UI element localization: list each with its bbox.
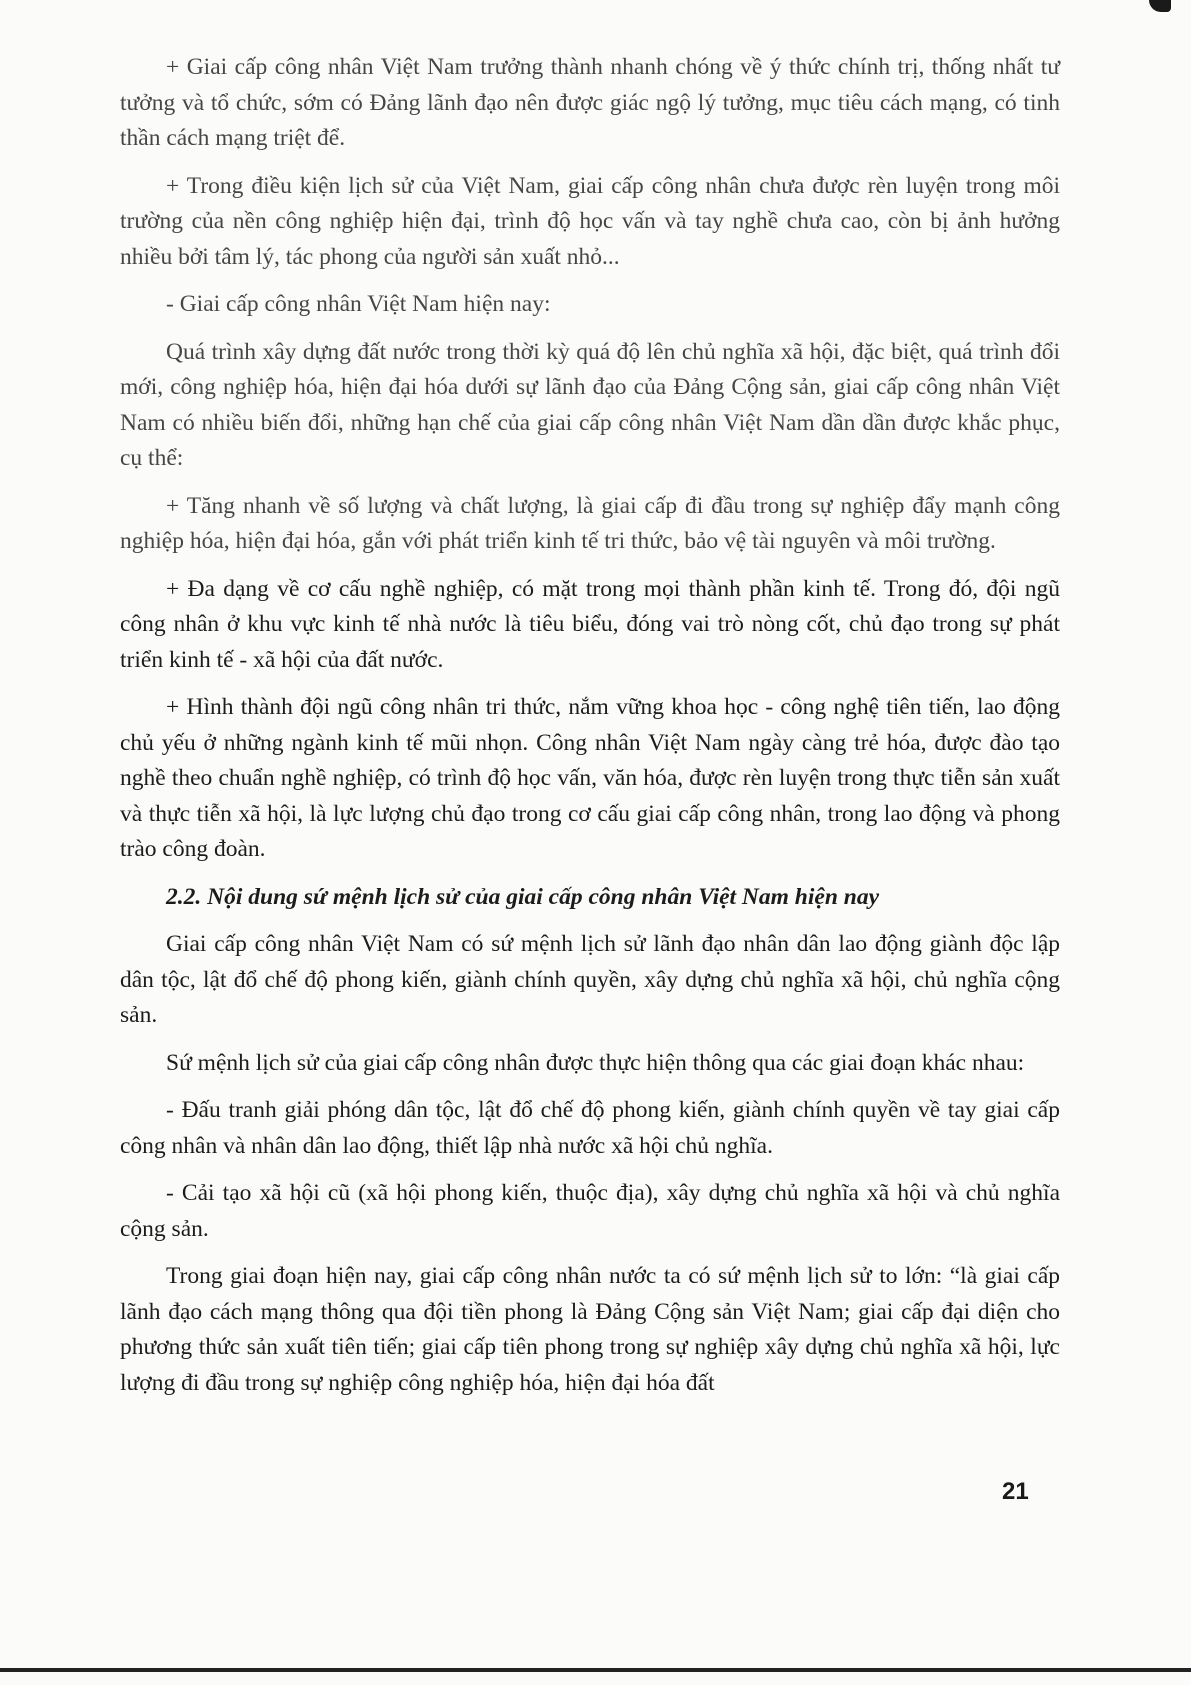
paragraph: Giai cấp công nhân Việt Nam có sứ mệnh lịch sử lãnh đạo nhân dân lao động giành độc lập dân tộc, lật đổ chế độ phong kiến, giành chính quyền, xây dựng chủ nghĩa xã hội, chủ nghĩa cộng sản. <box>120 931 1060 1028</box>
paragraph: + Giai cấp công nhân Việt Nam trưởng thành nhanh chóng về ý thức chính trị, thống nhất tư tưởng và tổ chức, sớm có Đảng lãnh đạo nên được giác ngộ lý tưởng, mục tiêu cách mạng, có tinh thần cách mạng triệt để. <box>120 54 1060 151</box>
section-heading: 2.2. Nội dung sứ mệnh lịch sử của giai cấp công nhân Việt Nam hiện nay <box>166 883 880 910</box>
paragraph: + Trong điều kiện lịch sử của Việt Nam, giai cấp công nhân chưa được rèn luyện trong môi trường của nền công nghiệp hiện đại, trình độ học vấn và tay nghề chưa cao, còn bị ảnh hưởng nhiều bởi tâm lý, tác phong của người sản xuất nhỏ... <box>120 172 1060 270</box>
paragraph: + Tăng nhanh về số lượng và chất lượng, là giai cấp đi đầu trong sự nghiệp đẩy mạnh công nghiệp hóa, hiện đại hóa, gắn với phát triển kinh tế tri thức, bảo vệ tài nguyên và môi trường. <box>120 492 1060 554</box>
bottom-edge-line <box>0 1668 1191 1672</box>
page-content <box>120 50 1060 1413</box>
paragraph: - Giai cấp công nhân Việt Nam hiện nay: <box>166 291 551 317</box>
paragraph: - Cải tạo xã hội cũ (xã hội phong kiến, thuộc địa), xây dựng chủ nghĩa xã hội và chủ nghĩa cộng sản. <box>120 1180 1060 1242</box>
paragraph: - Đấu tranh giải phóng dân tộc, lật đổ chế độ phong kiến, giành chính quyền về tay giai cấp công nhân và nhân dân lao động, thiết lập nhà nước xã hội chủ nghĩa. <box>120 1097 1060 1159</box>
paragraph: + Hình thành đội ngũ công nhân tri thức, nắm vững khoa học - công nghệ tiên tiến, lao động chủ yếu ở những ngành kinh tế mũi nhọn. Công nhân Việt Nam ngày càng trẻ hóa, được đào tạo nghề theo chuẩn nghề nghiệp, có trình độ học vấn, văn hóa, được rèn luyện trong thực tiễn sản xuất và thực tiễn xã hội, là lực lượng chủ đạo trong cơ cấu giai cấp công nhân, trong lao động và phong trào công đoàn. <box>120 694 1060 862</box>
paragraph: + Đa dạng về cơ cấu nghề nghiệp, có mặt trong mọi thành phần kinh tế. Trong đó, đội ngũ công nhân ở khu vực kinh tế nhà nước là tiêu biểu, đóng vai trò nòng cốt, chủ đạo trong sự phát triển kinh tế - xã hội của đất nước. <box>120 575 1060 673</box>
paragraph: Trong giai đoạn hiện nay, giai cấp công nhân nước ta có sứ mệnh lịch sử to lớn: “là giai cấp lãnh đạo cách mạng thông qua đội tiền phong là Đảng Cộng sản Việt Nam; giai cấp đại diện cho phương thức sản xuất tiên tiến; giai cấp tiên phong trong sự nghiệp xây dựng chủ nghĩa xã hội, lực lượng đi đầu trong sự nghiệp công nghiệp hóa, hiện đại hóa đất <box>120 1263 1060 1396</box>
paragraph: Quá trình xây dựng đất nước trong thời kỳ quá độ lên chủ nghĩa xã hội, đặc biệt, quá trình đổi mới, công nghiệp hóa, hiện đại hóa dưới sự lãnh đạo của Đảng Cộng sản, giai cấp công nhân Việt Nam có nhiều biến đổi, những hạn chế của giai cấp công nhân Việt Nam dần dần được khắc phục, cụ thể: <box>120 338 1060 471</box>
scan-corner-mark <box>1149 0 1171 12</box>
page-number: 21 <box>1002 1478 1029 1505</box>
paragraph: Sứ mệnh lịch sử của giai cấp công nhân được thực hiện thông qua các giai đoạn khác nhau: <box>166 1049 1025 1076</box>
